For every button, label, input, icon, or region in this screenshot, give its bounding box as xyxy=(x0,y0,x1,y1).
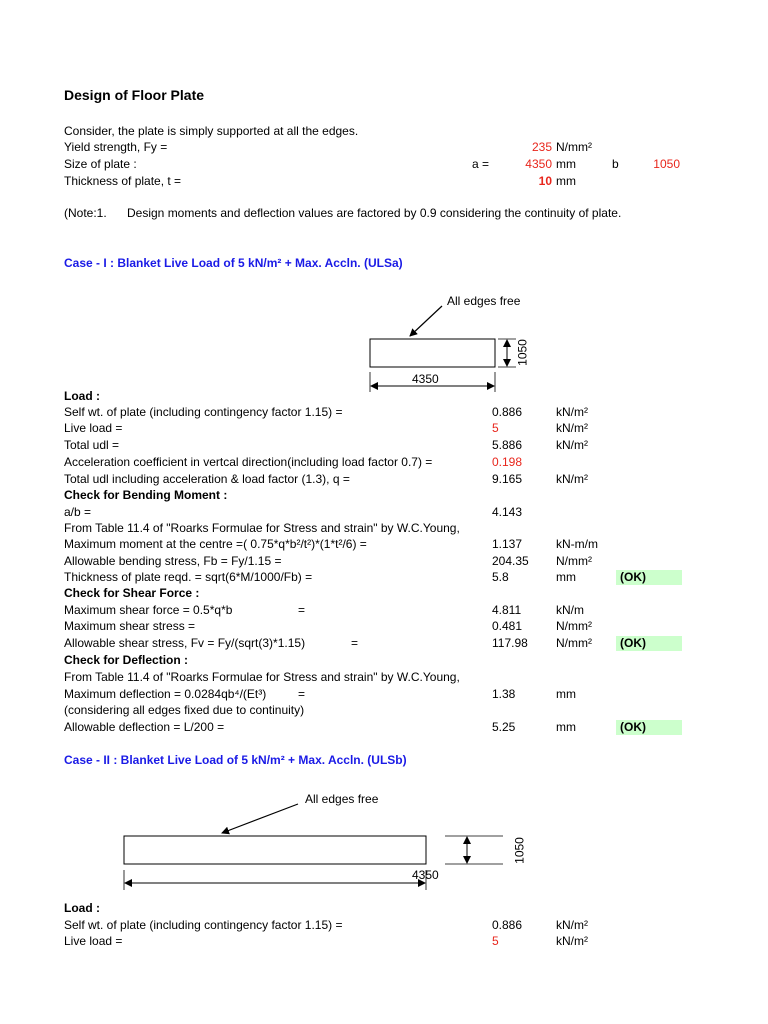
self-weight-unit: kN/m² xyxy=(556,405,588,419)
allowable-bending-unit: N/mm² xyxy=(556,554,592,568)
note-text: Design moments and deflection values are factored by 0.9 considering the continuity of plate. xyxy=(127,206,622,220)
allowable-shear-equals: = xyxy=(351,636,359,650)
case-2-plate-rect xyxy=(124,836,426,864)
case-2-diagram xyxy=(124,804,503,890)
dimension-a-unit: mm xyxy=(556,157,576,171)
acceleration-label: Acceleration coefficient in vertcal direction(including load factor 0.7) = xyxy=(64,455,433,469)
deflection-heading: Check for Deflection : xyxy=(64,653,189,667)
max-shear-stress-unit: N/mm² xyxy=(556,619,592,633)
allowable-shear-label: Allowable shear stress, Fv = Fy/(sqrt(3)*1.15) xyxy=(64,636,306,650)
plate-thickness-value: 10 xyxy=(538,174,552,188)
total-udl-unit: kN/m² xyxy=(556,438,588,452)
table-reference: From Table 11.4 of "Roarks Formulae for Stress and strain" by W.C.Young, xyxy=(64,521,460,535)
table-reference-2: From Table 11.4 of "Roarks Formulae for Stress and strain" by W.C.Young, xyxy=(64,670,460,684)
thickness-reqd-value: 5.8 xyxy=(492,570,509,584)
case-2-load-heading: Load : xyxy=(64,901,100,915)
case-1-heading: Case - I : Blanket Live Load of 5 kN/m² + Max. Accln. (ULSa) xyxy=(64,256,403,270)
max-moment-unit: kN-m/m xyxy=(556,537,598,551)
allowable-deflection-value: 5.25 xyxy=(492,720,516,734)
case-1-diagram xyxy=(370,306,516,392)
live-load-unit: kN/m² xyxy=(556,421,588,435)
case-1-edges-label: All edges free xyxy=(447,294,521,308)
live-load-label: Live load = xyxy=(64,421,123,435)
case-1-load-heading: Load : xyxy=(64,389,100,403)
fixed-edges-note: (considering all edges fixed due to continuity) xyxy=(64,703,305,717)
bending-heading: Check for Bending Moment : xyxy=(64,488,228,502)
ab-ratio-label: a/b = xyxy=(64,505,92,519)
ab-ratio-value: 4.143 xyxy=(492,505,523,519)
acceleration-value: 0.198 xyxy=(492,455,523,469)
support-condition-text: Consider, the plate is simply supported at all the edges. xyxy=(64,124,359,138)
max-moment-label: Maximum moment at the centre =( 0.75*q*b²/t²)*(1*t²/6) = xyxy=(64,537,367,551)
max-deflection-unit: mm xyxy=(556,687,576,701)
case-2-self-weight-value: 0.886 xyxy=(492,918,523,932)
max-shear-stress-value: 0.481 xyxy=(492,619,523,633)
case-2-self-weight-unit: kN/m² xyxy=(556,918,588,932)
case-1-height-label: 1050 xyxy=(515,339,530,366)
page-title: Design of Floor Plate xyxy=(64,87,205,103)
allowable-bending-label: Allowable bending stress, Fb = Fy/1.15 = xyxy=(64,554,282,568)
case-2-heading: Case - II : Blanket Live Load of 5 kN/m² + Max. Accln. (ULSb) xyxy=(64,753,407,767)
max-shear-force-unit: kN/m xyxy=(556,603,584,617)
max-shear-force-label: Maximum shear force = 0.5*q*b xyxy=(64,603,233,617)
total-udl-label: Total udl = xyxy=(64,438,120,452)
dimension-b-value: 1050 xyxy=(653,157,680,171)
total-q-unit: kN/m² xyxy=(556,472,588,486)
case-2-live-load-label: Live load = xyxy=(64,934,123,948)
allowable-bending-value: 204.35 xyxy=(492,554,529,568)
max-deflection-label: Maximum deflection = 0.0284qb⁴/(Et³) xyxy=(64,687,267,701)
max-shear-force-value: 4.811 xyxy=(492,603,522,617)
case-1-plate-rect xyxy=(370,339,495,367)
thickness-reqd-unit: mm xyxy=(556,570,576,584)
max-shear-force-equals: = xyxy=(298,603,306,617)
max-deflection-value: 1.38 xyxy=(492,687,516,701)
case-2-live-load-unit: kN/m² xyxy=(556,934,588,948)
allowable-deflection-label: Allowable deflection = L/200 = xyxy=(64,720,225,734)
case-2-edges-label: All edges free xyxy=(305,792,379,806)
yield-strength-label: Yield strength, Fy = xyxy=(64,140,168,154)
case-2-live-load-value: 5 xyxy=(492,934,499,948)
dimension-a-value: 4350 xyxy=(525,157,552,171)
total-q-label: Total udl including acceleration & load factor (1.3), q = xyxy=(64,472,350,486)
plate-thickness-unit: mm xyxy=(556,174,576,188)
self-weight-label: Self wt. of plate (including contingency factor 1.15) = xyxy=(64,405,343,419)
case-2-width-label: 4350 xyxy=(412,868,439,882)
dimension-b-label: b xyxy=(612,157,619,171)
allowable-shear-value: 117.98 xyxy=(492,636,528,650)
thickness-reqd-label: Thickness of plate reqd. = sqrt(6*M/1000/Fb) = xyxy=(64,570,313,584)
max-deflection-equals: = xyxy=(298,687,306,701)
case-2-height-label: 1050 xyxy=(512,837,527,864)
dimension-a-label: a = xyxy=(472,157,490,171)
allowable-shear-unit: N/mm² xyxy=(556,636,592,650)
deflection-ok-badge: (OK) xyxy=(616,720,682,735)
thickness-ok-badge: (OK) xyxy=(616,570,682,585)
total-udl-value: 5.886 xyxy=(492,438,523,452)
allowable-deflection-unit: mm xyxy=(556,720,576,734)
max-shear-stress-label: Maximum shear stress = xyxy=(64,619,196,633)
case-1-width-label: 4350 xyxy=(412,372,439,386)
max-moment-value: 1.137 xyxy=(492,537,523,551)
case-1-pointer-arrow xyxy=(410,306,442,336)
self-weight-value: 0.886 xyxy=(492,405,523,419)
shear-ok-badge: (OK) xyxy=(616,636,682,651)
note-prefix: (Note:1. xyxy=(64,206,107,220)
live-load-value: 5 xyxy=(492,421,499,435)
yield-strength-unit: N/mm² xyxy=(556,140,592,154)
shear-heading: Check for Shear Force : xyxy=(64,586,200,600)
yield-strength-value: 235 xyxy=(531,140,552,154)
plate-size-label: Size of plate : xyxy=(64,157,137,171)
plate-thickness-label: Thickness of plate, t = xyxy=(64,174,182,188)
total-q-value: 9.165 xyxy=(492,472,523,486)
case-2-pointer-arrow xyxy=(222,804,298,833)
case-2-self-weight-label: Self wt. of plate (including contingency factor 1.15) = xyxy=(64,918,343,932)
